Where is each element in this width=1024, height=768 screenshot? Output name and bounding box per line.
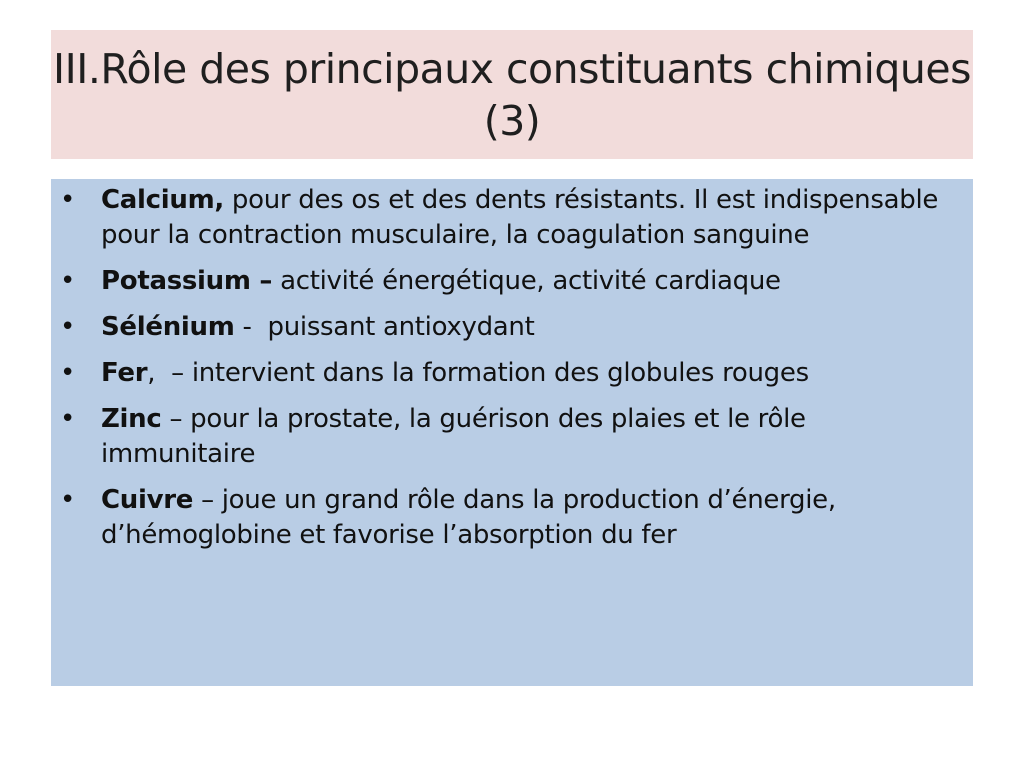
bullet-list <box>51 183 959 553</box>
title-box <box>51 30 973 159</box>
bullet-text: , – intervient dans la formation des globules rouges <box>147 358 809 388</box>
bullet-text: - puissant antioxydant <box>234 312 535 342</box>
bullet-term: Calcium, <box>101 185 224 215</box>
bullet-term: Sélénium <box>101 312 235 342</box>
bullet-item-zinc <box>51 402 959 472</box>
content-box <box>51 179 973 686</box>
bullet-item-potassium <box>51 264 959 299</box>
bullet-term: Fer <box>101 358 148 388</box>
bullet-icon: • <box>60 404 76 434</box>
bullet-term: Zinc <box>101 404 162 434</box>
bullet-icon: • <box>60 312 76 342</box>
bullet-item-calcium <box>51 183 959 253</box>
bullet-icon: • <box>60 485 76 515</box>
slide-title: III.Rôle des principaux constituants chimiques (3) <box>53 44 971 145</box>
bullet-icon: • <box>60 358 76 388</box>
bullet-text: activité énergétique, activité cardiaque <box>272 266 781 296</box>
bullet-item-cuivre <box>51 483 959 553</box>
bullet-icon: • <box>60 266 76 296</box>
bullet-term: Cuivre <box>101 485 194 515</box>
bullet-item-selenium <box>51 310 959 345</box>
bullet-item-fer <box>51 356 959 391</box>
bullet-text: pour des os et des dents résistants. Il est indispensable pour la contraction musculaire, la coagulation sanguine <box>101 185 939 250</box>
bullet-term: Potassium – <box>101 266 273 296</box>
bullet-text: – joue un grand rôle dans la production d’énergie, d’hémoglobine et favorise l’absorption du fer <box>101 485 836 550</box>
bullet-text: – pour la prostate, la guérison des plaies et le rôle immunitaire <box>101 404 806 469</box>
bullet-icon: • <box>60 185 76 215</box>
